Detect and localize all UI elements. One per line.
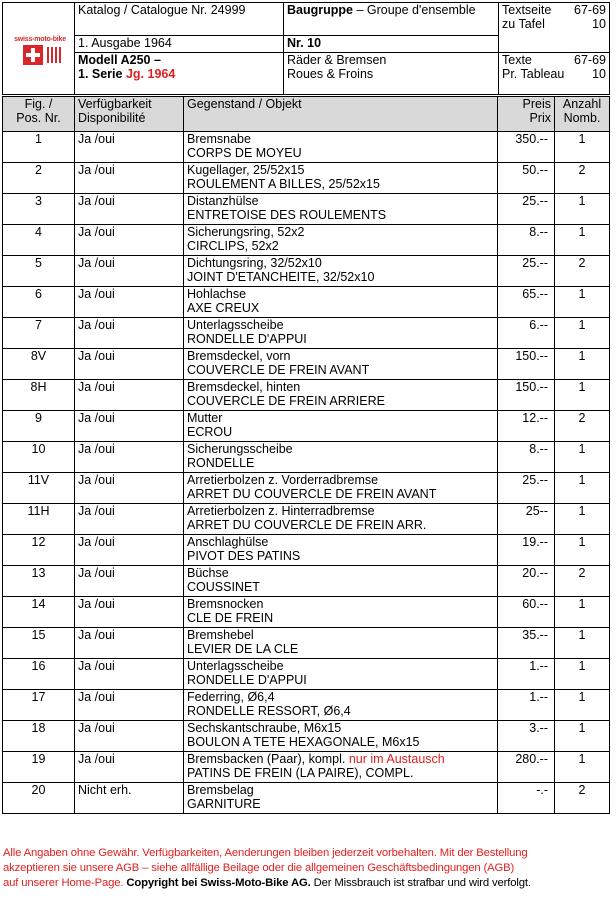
availability: Ja /oui (75, 194, 184, 225)
table-row (3, 597, 610, 628)
item-name-fr: PATINS DE FREIN (LA PAIRE), COMPL. (187, 766, 414, 780)
item-name-de-text: Bremsnocken (187, 597, 264, 611)
quantity: 1 (555, 349, 610, 380)
item-name-de (187, 163, 494, 177)
disclaimer-footer (3, 846, 611, 891)
quantity: 1 (555, 287, 610, 318)
price: 65.-- (498, 287, 555, 318)
col-header-quantity: Anzahl Nomb. (555, 97, 610, 132)
item-name-fr: ECROU (187, 425, 233, 439)
item-name-de-text: Dichtungsring, 32/52x10 (187, 256, 322, 270)
item-description (184, 504, 498, 535)
item-description (184, 473, 498, 504)
item-name-fr: COUVERCLE DE FREIN ARRIERE (187, 394, 385, 408)
item-name-de-text: Bremsbacken (Paar), kompl. (187, 752, 349, 766)
price: 350.-- (498, 132, 555, 163)
table-row (3, 535, 610, 566)
item-description (184, 659, 498, 690)
table-row (3, 442, 610, 473)
item-name-de-text: Sicherungsring, 52x2 (187, 225, 305, 239)
item-name-fr: PIVOT DES PATINS (187, 549, 301, 563)
item-name-fr: ROULEMENT A BILLES, 25/52x15 (187, 177, 380, 191)
item-name-fr: RONDELLE (187, 456, 255, 470)
item-name-de-text: Federring, Ø6,4 (187, 690, 275, 704)
table-row (3, 690, 610, 721)
item-name-de (187, 256, 494, 270)
pos-number: 3 (3, 194, 75, 225)
table-row (3, 783, 610, 814)
quantity: 1 (555, 752, 610, 783)
price: 3.-- (498, 721, 555, 752)
pos-number: 15 (3, 628, 75, 659)
availability: Ja /oui (75, 256, 184, 287)
item-name-de-text: Sicherungsscheibe (187, 442, 293, 456)
item-name-fr: LEVIER DE LA CLE (187, 642, 299, 656)
item-name-de (187, 318, 494, 332)
texte-cell (499, 53, 610, 95)
pos-number: 6 (3, 287, 75, 318)
item-name-fr: ARRET DU COUVERCLE DE FREIN ARR. (187, 518, 427, 532)
table-row (3, 504, 610, 535)
item-name-fr: JOINT D'ETANCHEITE, 32/52x10 (187, 270, 375, 284)
item-name-fr: GARNITURE (187, 797, 261, 811)
item-name-fr: CLE DE FREIN (187, 611, 274, 625)
availability: Ja /oui (75, 597, 184, 628)
item-name-de-text: Bremsnabe (187, 132, 251, 146)
availability: Ja /oui (75, 442, 184, 473)
item-name-de (187, 783, 494, 797)
price: 50.-- (498, 163, 555, 194)
price: 280.-- (498, 752, 555, 783)
group-name-fr: Roues & Froins (287, 67, 374, 81)
catalogue-number: Katalog / Catalogue Nr. 24999 (75, 3, 284, 36)
quantity: 2 (555, 411, 610, 442)
table-row (3, 659, 610, 690)
col-header-availability: Verfügbarkeit Disponibilité (75, 97, 184, 132)
item-name-de-text: Bremsbelag (187, 783, 254, 797)
item-name-de-text: Hohlachse (187, 287, 247, 301)
item-description (184, 411, 498, 442)
model-cell (75, 53, 284, 95)
item-description (184, 194, 498, 225)
disclaimer-line-3 (3, 876, 611, 891)
price: 25.-- (498, 256, 555, 287)
table-row (3, 194, 610, 225)
pos-number: 9 (3, 411, 75, 442)
item-name-de (187, 225, 494, 239)
availability: Ja /oui (75, 504, 184, 535)
textseite-value: 67-69 (574, 3, 606, 17)
swiss-cross-icon (23, 45, 43, 65)
group-label-rest: – Groupe d'ensemble (352, 3, 476, 17)
group-label: Baugruppe (287, 3, 353, 17)
item-name-de (187, 411, 494, 425)
textseite-cell (499, 3, 610, 53)
item-name-de (187, 442, 494, 456)
table-row (3, 318, 610, 349)
group-title (284, 3, 499, 36)
item-name-fr: CORPS DE MOYEU (187, 146, 302, 160)
pos-number: 8H (3, 380, 75, 411)
col-header-pos: Fig. / Pos. Nr. (3, 97, 75, 132)
availability: Ja /oui (75, 380, 184, 411)
item-description (184, 256, 498, 287)
misuse-notice: Der Missbrauch ist strafbar und wird verfolgt. (310, 877, 531, 889)
item-name-de (187, 380, 494, 394)
quantity: 1 (555, 659, 610, 690)
item-name-fr: AXE CREUX (187, 301, 260, 315)
logo-cell (3, 3, 75, 95)
availability: Ja /oui (75, 566, 184, 597)
price: 12.-- (498, 411, 555, 442)
price: -.- (498, 783, 555, 814)
availability: Ja /oui (75, 318, 184, 349)
quantity: 1 (555, 442, 610, 473)
pos-number: 1 (3, 132, 75, 163)
quantity: 2 (555, 256, 610, 287)
item-name-de (187, 690, 494, 704)
pos-number: 11H (3, 504, 75, 535)
quantity: 1 (555, 535, 610, 566)
quantity: 1 (555, 504, 610, 535)
item-name-de (187, 504, 494, 518)
pos-number: 5 (3, 256, 75, 287)
item-name-fr: ARRET DU COUVERCLE DE FREIN AVANT (187, 487, 437, 501)
item-description (184, 349, 498, 380)
item-name-fr: BOULON A TETE HEXAGONALE, M6x15 (187, 735, 420, 749)
item-name-fr: ENTRETOISE DES ROULEMENTS (187, 208, 387, 222)
quantity: 2 (555, 163, 610, 194)
group-number: Nr. 10 (284, 36, 499, 53)
col-header-item: Gegenstand / Objekt (184, 97, 498, 132)
swiss-moto-bike-logo (9, 33, 71, 47)
item-description (184, 721, 498, 752)
logo-text: swiss-moto-bike (14, 36, 66, 43)
item-description (184, 287, 498, 318)
parts-table-body (3, 132, 610, 814)
table-row (3, 721, 610, 752)
price: 35.-- (498, 628, 555, 659)
quantity: 1 (555, 132, 610, 163)
availability: Ja /oui (75, 411, 184, 442)
item-name-de (187, 535, 494, 549)
price: 8.-- (498, 225, 555, 256)
pos-number: 18 (3, 721, 75, 752)
pos-number: 4 (3, 225, 75, 256)
quantity: 2 (555, 566, 610, 597)
table-row (3, 225, 610, 256)
item-description (184, 225, 498, 256)
pos-number: 2 (3, 163, 75, 194)
price: 20.-- (498, 566, 555, 597)
item-name-de-text: Sechskantschraube, M6x15 (187, 721, 342, 735)
item-name-de-text: Distanzhülse (187, 194, 259, 208)
copyright-notice: Copyright bei Swiss-Moto-Bike AG. (126, 877, 311, 889)
item-name-de (187, 566, 494, 580)
item-name-fr: COUVERCLE DE FREIN AVANT (187, 363, 370, 377)
price: 1.-- (498, 659, 555, 690)
item-name-de-text: Unterlagsscheibe (187, 659, 284, 673)
tableau-label: Pr. Tableau (502, 67, 565, 81)
model-line-1: Modell A250 – (78, 53, 161, 67)
item-name-de (187, 597, 494, 611)
pos-number: 17 (3, 690, 75, 721)
availability: Ja /oui (75, 752, 184, 783)
exchange-note: nur im Austausch (348, 752, 445, 766)
item-name-de-text: Bremsdeckel, hinten (187, 380, 301, 394)
disclaimer-line-1: Alle Angaben ohne Gewähr. Verfügbarkeiten, Aenderungen bleiben jederzeit vorbehalten. Mit der Bestellung (3, 847, 528, 859)
availability: Ja /oui (75, 163, 184, 194)
quantity: 1 (555, 473, 610, 504)
price: 25.-- (498, 473, 555, 504)
zu-tafel-value: 10 (592, 17, 606, 31)
price: 150.-- (498, 349, 555, 380)
availability: Ja /oui (75, 690, 184, 721)
item-description (184, 690, 498, 721)
item-description (184, 132, 498, 163)
availability: Nicht erh. (75, 783, 184, 814)
item-name-de-text: Unterlagsscheibe (187, 318, 284, 332)
col-header-price: Preis Prix (498, 97, 555, 132)
item-description (184, 752, 498, 783)
model-line-2 (78, 67, 280, 81)
item-name-de-text: Bremsdeckel, vorn (187, 349, 291, 363)
table-row (3, 287, 610, 318)
table-row (3, 411, 610, 442)
item-description (184, 535, 498, 566)
item-description (184, 318, 498, 349)
pos-number: 19 (3, 752, 75, 783)
pos-number: 12 (3, 535, 75, 566)
quantity: 1 (555, 380, 610, 411)
table-row (3, 628, 610, 659)
table-row (3, 256, 610, 287)
price: 19.-- (498, 535, 555, 566)
item-description (184, 597, 498, 628)
logo-bars-icon (47, 47, 63, 63)
texte-value: 67-69 (574, 53, 606, 67)
item-name-de-text: Mutter (187, 411, 223, 425)
item-name-de (187, 194, 494, 208)
availability: Ja /oui (75, 659, 184, 690)
pos-number: 20 (3, 783, 75, 814)
quantity: 1 (555, 597, 610, 628)
item-name-de-text: Kugellager, 25/52x15 (187, 163, 305, 177)
table-row (3, 566, 610, 597)
item-name-de (187, 132, 494, 146)
item-name-de (187, 659, 494, 673)
group-name-cell (284, 53, 499, 95)
item-name-de-text: Anschlaghülse (187, 535, 269, 549)
quantity: 2 (555, 783, 610, 814)
item-description (184, 380, 498, 411)
availability: Ja /oui (75, 628, 184, 659)
item-name-fr: CIRCLIPS, 52x2 (187, 239, 279, 253)
textseite-label: Textseite (502, 3, 552, 17)
quantity: 1 (555, 628, 610, 659)
pos-number: 11V (3, 473, 75, 504)
pos-number: 10 (3, 442, 75, 473)
table-row (3, 349, 610, 380)
edition: 1. Ausgabe 1964 (75, 36, 284, 53)
item-name-de-text: Arretierbolzen z. Vorderradbremse (187, 473, 379, 487)
item-name-fr: COUSSINET (187, 580, 260, 594)
pos-number: 7 (3, 318, 75, 349)
item-description (184, 442, 498, 473)
zu-tafel-label: zu Tafel (502, 17, 545, 31)
table-row (3, 752, 610, 783)
item-name-de (187, 287, 494, 301)
item-name-de (187, 721, 494, 735)
table-row (3, 132, 610, 163)
availability: Ja /oui (75, 132, 184, 163)
quantity: 1 (555, 721, 610, 752)
quantity: 1 (555, 318, 610, 349)
catalogue-header (2, 2, 610, 95)
pos-number: 14 (3, 597, 75, 628)
texte-label: Texte (502, 53, 532, 67)
price: 1.-- (498, 690, 555, 721)
item-description (184, 163, 498, 194)
tableau-value: 10 (592, 67, 606, 81)
item-description (184, 783, 498, 814)
item-name-de (187, 473, 494, 487)
item-name-de (187, 349, 494, 363)
quantity: 1 (555, 225, 610, 256)
item-name-fr: RONDELLE D'APPUI (187, 673, 307, 687)
group-name-de: Räder & Bremsen (287, 53, 387, 67)
table-row (3, 163, 610, 194)
availability: Ja /oui (75, 721, 184, 752)
quantity: 1 (555, 690, 610, 721)
availability: Ja /oui (75, 225, 184, 256)
item-name-fr: RONDELLE D'APPUI (187, 332, 307, 346)
availability: Ja /oui (75, 349, 184, 380)
availability: Ja /oui (75, 287, 184, 318)
table-row (3, 380, 610, 411)
pos-number: 13 (3, 566, 75, 597)
item-name-de (187, 752, 494, 766)
availability: Ja /oui (75, 473, 184, 504)
item-name-fr: RONDELLE RESSORT, Ø6,4 (187, 704, 351, 718)
price: 25.-- (498, 194, 555, 225)
pos-number: 8V (3, 349, 75, 380)
item-name-de (187, 628, 494, 642)
item-name-de-text: Büchse (187, 566, 229, 580)
price: 8.-- (498, 442, 555, 473)
disclaimer-line-2: akzeptieren sie unsere AGB – siehe allfällige Beilage oder die allgemeinen Geschäftsbedingungen (AGB) (3, 862, 515, 874)
item-name-de-text: Bremshebel (187, 628, 254, 642)
price: 6.-- (498, 318, 555, 349)
price: 60.-- (498, 597, 555, 628)
availability: Ja /oui (75, 535, 184, 566)
price: 150.-- (498, 380, 555, 411)
item-description (184, 628, 498, 659)
disclaimer-homepage: auf unserer Home-Page. (3, 877, 127, 889)
model-series: 1. Serie (78, 67, 126, 81)
item-description (184, 566, 498, 597)
price: 25-- (498, 504, 555, 535)
table-row (3, 473, 610, 504)
model-year: Jg. 1964 (125, 67, 176, 81)
pos-number: 16 (3, 659, 75, 690)
quantity: 1 (555, 194, 610, 225)
parts-table (2, 96, 610, 814)
item-name-de-text: Arretierbolzen z. Hinterradbremse (187, 504, 375, 518)
